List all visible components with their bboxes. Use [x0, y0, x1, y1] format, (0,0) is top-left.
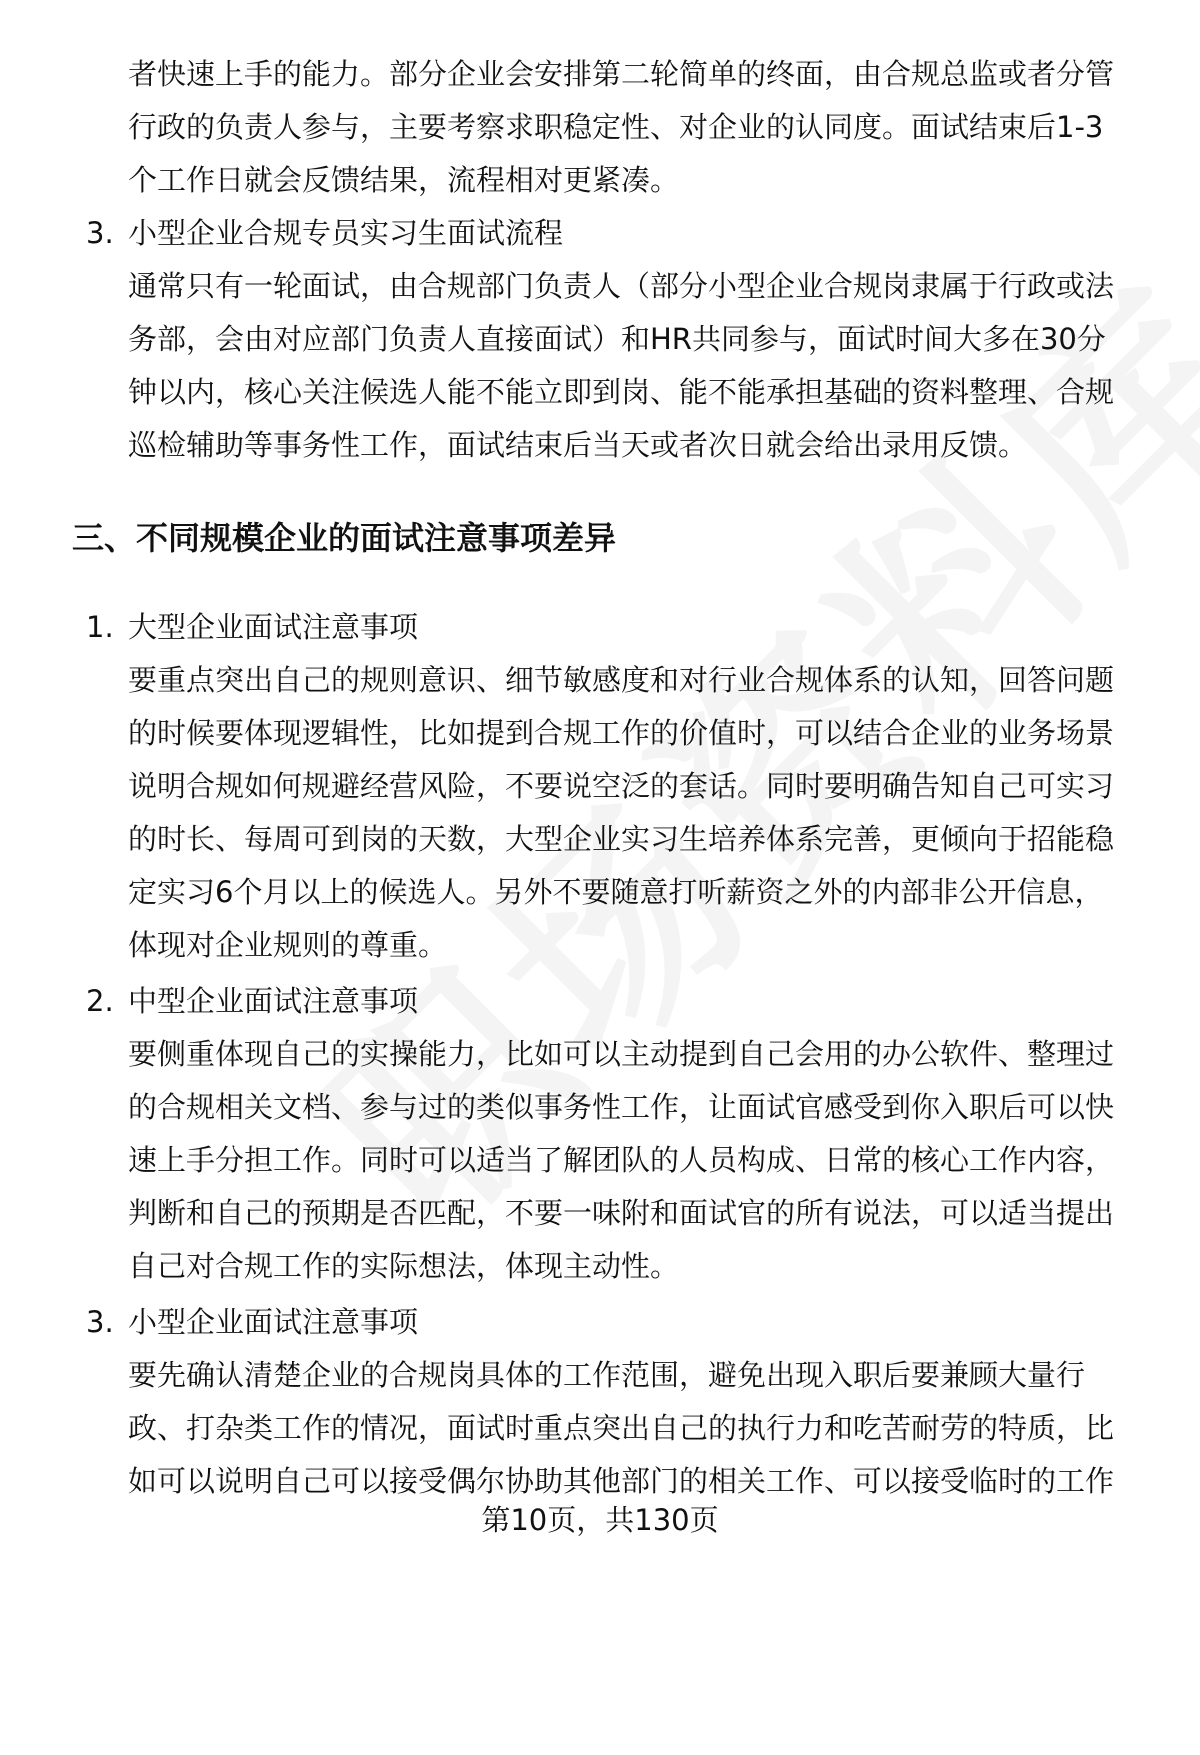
paragraph-line: 钟以内，核心关注候选人能不能立即到岗、能不能承担基础的资料整理、合规	[128, 375, 1115, 409]
list-item-title: 小型企业面试注意事项	[128, 1305, 419, 1339]
paragraph-line: 说明合规如何规避经营风险，不要说空泛的套话。同时要明确告知自己可实习	[128, 769, 1115, 803]
section-heading: 三、不同规模企业的面试注意事项差异	[72, 519, 617, 557]
paragraph-line: 要侧重体现自己的实操能力，比如可以主动提到自己会用的办公软件、整理过	[128, 1037, 1115, 1071]
paragraph-line: 判断和自己的预期是否匹配，不要一味附和面试官的所有说法，可以适当提出	[128, 1196, 1115, 1230]
paragraph-line: 要先确认清楚企业的合规岗具体的工作范围，避免出现入职后要兼顾大量行	[128, 1358, 1086, 1392]
paragraph-line: 通常只有一轮面试，由合规部门负责人（部分小型企业合规岗隶属于行政或法	[128, 269, 1115, 303]
list-item-title: 中型企业面试注意事项	[128, 984, 419, 1018]
list-item-title: 小型企业合规专员实习生面试流程	[128, 216, 564, 250]
page-footer: 第10页，共130页	[481, 1503, 719, 1537]
paragraph-line: 体现对企业规则的尊重。	[128, 928, 448, 962]
paragraph-line: 如可以说明自己可以接受偶尔协助其他部门的相关工作、可以接受临时的工作	[128, 1464, 1115, 1498]
list-item-title: 大型企业面试注意事项	[128, 610, 419, 644]
paragraph-line: 的时长、每周可到岗的天数，大型企业实习生培养体系完善，更倾向于招能稳	[128, 822, 1115, 856]
paragraph-line: 者快速上手的能力。部分企业会安排第二轮简单的终面，由合规总监或者分管	[128, 57, 1115, 91]
paragraph-line: 个工作日就会反馈结果，流程相对更紧凑。	[128, 163, 680, 197]
list-item-number: 3.	[86, 216, 114, 250]
paragraph-line: 政、打杂类工作的情况，面试时重点突出自己的执行力和吃苦耐劳的特质，比	[128, 1411, 1115, 1445]
paragraph-line: 的时候要体现逻辑性，比如提到合规工作的价值时，可以结合企业的业务场景	[128, 716, 1115, 750]
list-item-number: 3.	[86, 1305, 114, 1339]
paragraph-line: 巡检辅助等事务性工作，面试结束后当天或者次日就会给出录用反馈。	[128, 428, 1028, 462]
paragraph-line: 的合规相关文档、参与过的类似事务性工作，让面试官感受到你入职后可以快	[128, 1090, 1115, 1124]
paragraph-line: 行政的负责人参与，主要考察求职稳定性、对企业的认同度。面试结束后1-3	[128, 110, 1104, 144]
paragraph-line: 务部，会由对应部门负责人直接面试）和HR共同参与，面试时间大多在30分	[128, 322, 1106, 356]
paragraph-line: 定实习6个月以上的候选人。另外不要随意打听薪资之外的内部非公开信息，	[128, 875, 1104, 909]
list-item-number: 1.	[86, 610, 114, 644]
paragraph-line: 自己对合规工作的实际想法，体现主动性。	[128, 1249, 680, 1283]
list-item-number: 2.	[86, 984, 114, 1018]
paragraph-line: 速上手分担工作。同时可以适当了解团队的人员构成、日常的核心工作内容，	[128, 1143, 1115, 1177]
paragraph-line: 要重点突出自己的规则意识、细节敏感度和对行业合规体系的认知，回答问题	[128, 663, 1115, 697]
